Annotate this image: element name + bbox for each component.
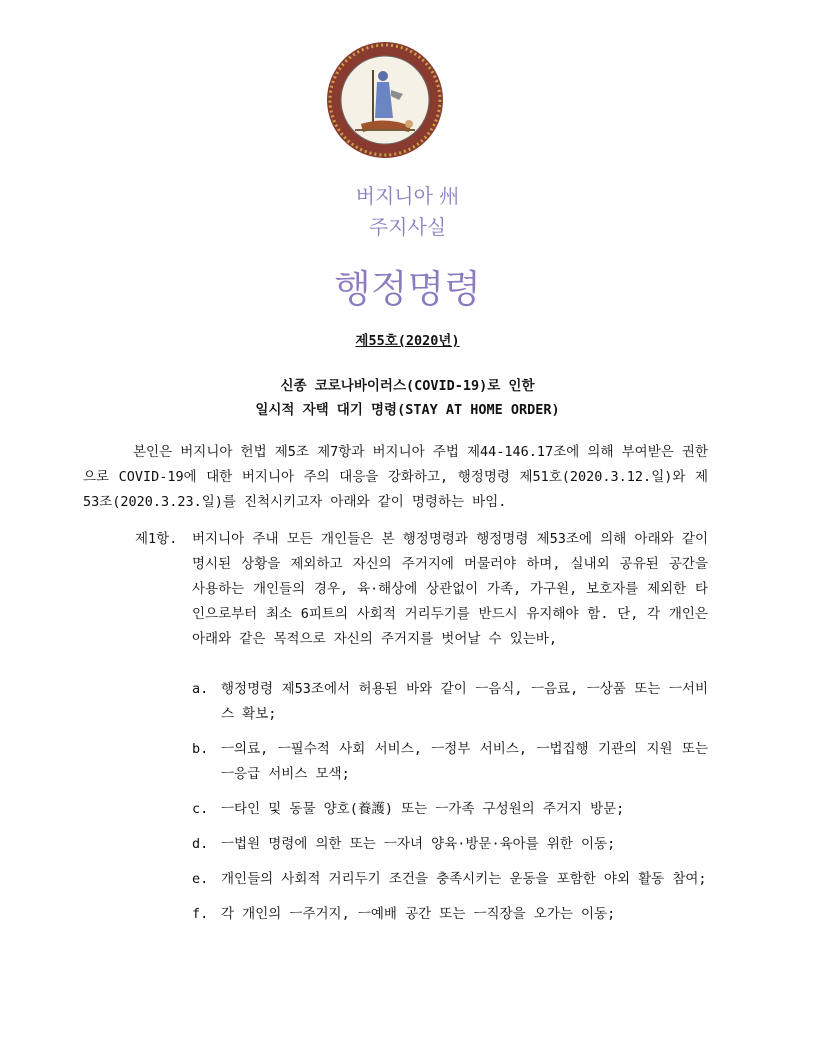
item-text: ㅡ의료, ㅡ필수적 사회 서비스, ㅡ정부 서비스, ㅡ법집행 기관의 지원 또는 ㅡ응급 서비스 모색; [221,741,708,782]
state-seal-icon [325,40,445,160]
office-name: 주지사실 [368,215,447,239]
item-text: 행정명령 제53조에서 허용된 바와 같이 ㅡ음식, ㅡ음료, ㅡ상품 또는 ㅡ서비스 확보; [221,681,708,722]
subtitle-line-1: 신종 코로나바이러스(COVID-19)로 인한 [280,378,535,394]
list-item [192,737,708,787]
item-letter: c. [192,801,209,817]
document-title: 행정명령 [334,267,481,311]
list-item [192,902,708,927]
item-text: ㅡ타인 및 동물 양호(養護) 또는 ㅡ가족 구성원의 주거지 방문; [221,801,625,817]
item-text: 개인들의 사회적 거리두기 조건을 충족시키는 운동을 포함한 야외 활동 참여; [221,871,707,887]
section-1-label: 제1항. [135,531,178,547]
section-1-text: 버지니아 주내 모든 개인들은 본 행정명령과 행정명령 제53조에 의해 아래와 같이 명시된 상황을 제외하고 자신의 주거지에 머물러야 하며, 실내외 공유된 공간을 사용하는 개인들의 경우, 육·해상에 상관없이 가족, 가구원, 보호자를 제외한 타인으로부터 최소 6피트의 사회적 거리두기를 반드시 유지해야 함. 단, 각 개인은 아래와 같은 목적으로 자신의 주거지를 벗어날 수 있는바, [192,531,708,647]
item-text: ㅡ법원 명령에 의한 또는 ㅡ자녀 양육·방문·육아를 위한 이동; [221,836,616,852]
list-item [192,797,708,822]
subtitle-line-2: 일시적 자택 대기 명령(STAY AT HOME ORDER) [255,402,560,418]
item-letter: e. [192,871,209,887]
section-1-items [192,677,708,937]
list-item [192,832,708,857]
intro-paragraph: 본인은 버지니아 헌법 제5조 제7항과 버지니아 주법 제44-146.17조에 의해 부여받은 권한으로 COVID-19에 대한 버지니아 주의 대응을 강화하고, 행정명령 제51호(2020.3.12.일)와 제53조(2020.3.23.일)를 진척시키고자 아래와 같이 명령하는 바임. [83,444,708,510]
state-name: 버지니아 州 [355,184,460,208]
item-letter: d. [192,836,209,852]
item-letter: b. [192,741,209,757]
order-number: 제55호(2020년) [355,333,460,349]
list-item [192,867,708,892]
item-letter: f. [192,906,209,922]
item-text: 각 개인의 ㅡ주거지, ㅡ예배 공간 또는 ㅡ직장을 오가는 이동; [221,906,616,922]
list-item [192,677,708,727]
item-letter: a. [192,681,209,697]
